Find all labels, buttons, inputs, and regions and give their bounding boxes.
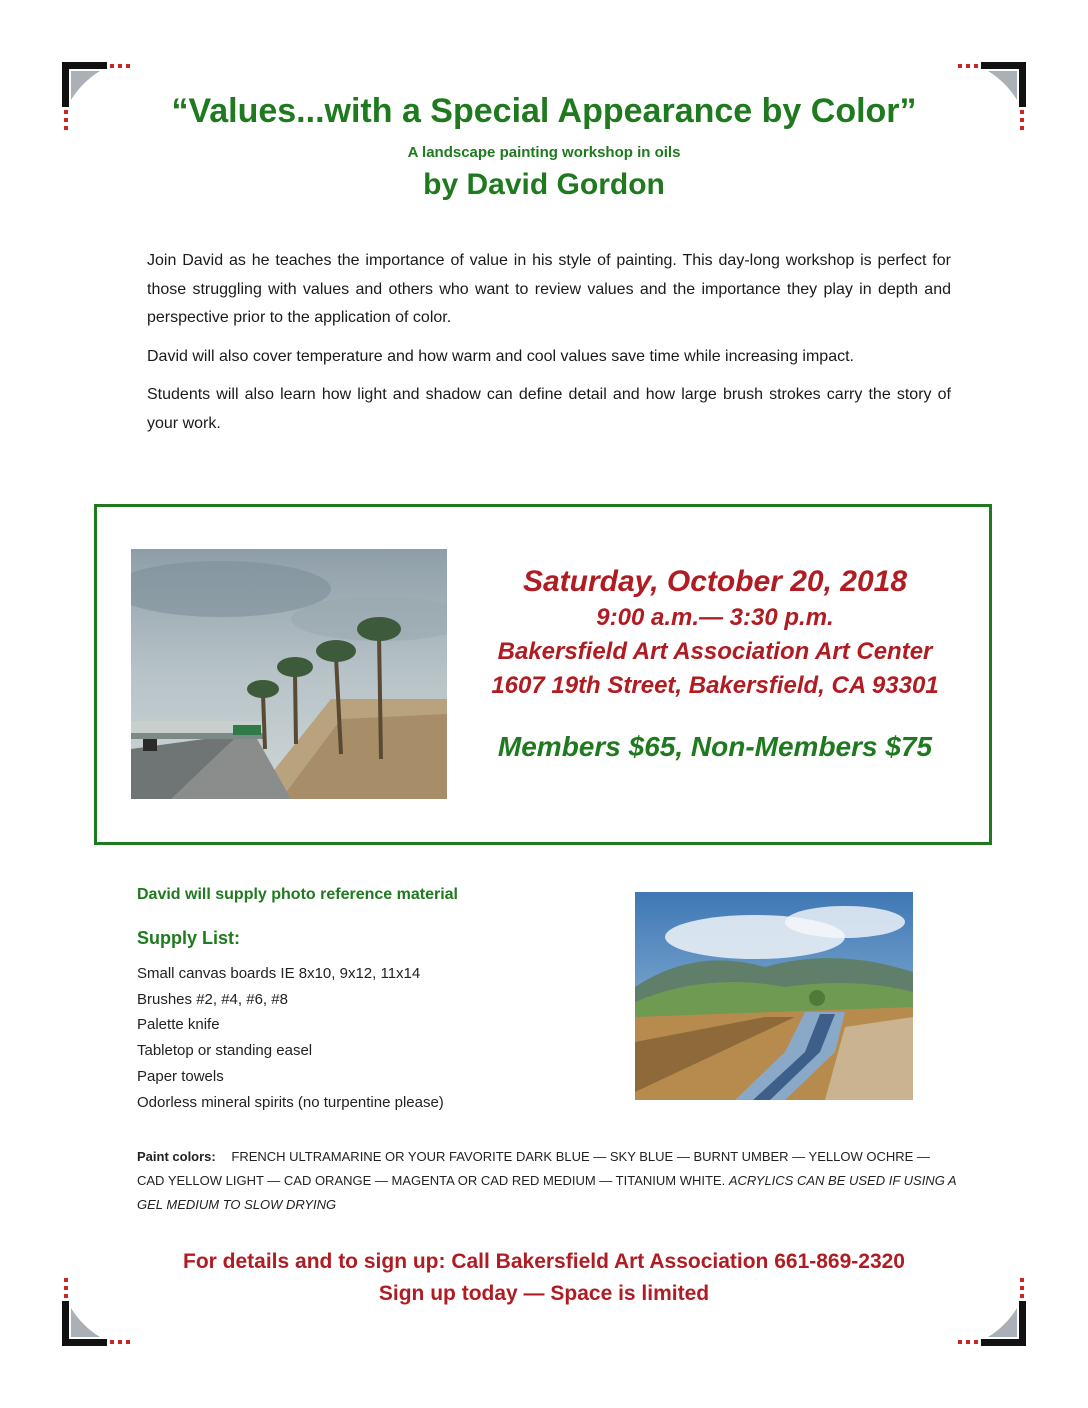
supply-item: Paper towels xyxy=(137,1067,224,1085)
paint-colors-label: Paint colors: xyxy=(137,1149,216,1164)
supply-item: Small canvas boards IE 8x10, 9x12, 11x14 xyxy=(137,965,421,982)
event-date: Saturday, October 20, 2018 xyxy=(522,565,908,598)
reference-note: David will supply photo reference material xyxy=(137,886,458,903)
author-byline: by David Gordon xyxy=(423,168,665,201)
supply-list-title: Supply List: xyxy=(137,928,240,948)
event-address: 1607 19th Street, Bakersfield, CA 93301 xyxy=(491,672,939,699)
supply-list xyxy=(137,961,444,1115)
highway-palms-painting xyxy=(131,549,447,799)
paint-colors xyxy=(137,1145,957,1217)
river-valley-painting xyxy=(635,892,913,1100)
event-details xyxy=(440,563,990,763)
event-price: Members $65, Non-Members $75 xyxy=(497,731,933,762)
paint-colors-list: FRENCH ULTRAMARINE OR YOUR FAVORITE DARK BLUE — SKY BLUE — BURNT UMBER — YELLOW OCHRE — CAD YELLOW LIGHT — CAD ORANGE — MAGENTA OR CAD RED MEDIUM — TITANIUM WHITE. xyxy=(137,1149,930,1188)
supply-item: Odorless mineral spirits (no turpentine please) xyxy=(137,1093,444,1111)
signup-urgency: Sign up today — Space is limited xyxy=(378,1282,710,1305)
intro-paragraph-1: Join David as he teaches the importance of value in his style of painting. This day-long workshop is perfect for those struggling with values and others who want to review values and the importance they play in depth and perspective prior to the application of color. xyxy=(147,252,951,326)
event-venue: Bakersfield Art Association Art Center xyxy=(497,638,933,665)
intro-paragraph-2: David will also cover temperature and how warm and cool values save time while increasing impact. xyxy=(147,347,854,365)
acrylics-note: ACRYLICS CAN BE USED IF USING A GEL MEDIUM TO SLOW DRYING xyxy=(137,1173,957,1212)
page-title: “Values...with a Special Appearance by Color” xyxy=(171,92,917,130)
supply-item: Palette knife xyxy=(137,1016,220,1034)
intro-paragraph-3: Students will also learn how light and shadow can define detail and how large brush strokes carry the story of your work. xyxy=(147,386,951,432)
supply-item: Tabletop or standing easel xyxy=(137,1042,313,1060)
page-subtitle: A landscape painting workshop in oils xyxy=(407,144,681,161)
signup-details: For details and to sign up: Call Bakersfield Art Association 661-869-2320 xyxy=(183,1250,905,1273)
event-time: 9:00 a.m.— 3:30 p.m. xyxy=(596,604,834,631)
intro-section xyxy=(147,247,951,448)
supply-item: Brushes #2, #4, #6, #8 xyxy=(137,990,288,1008)
